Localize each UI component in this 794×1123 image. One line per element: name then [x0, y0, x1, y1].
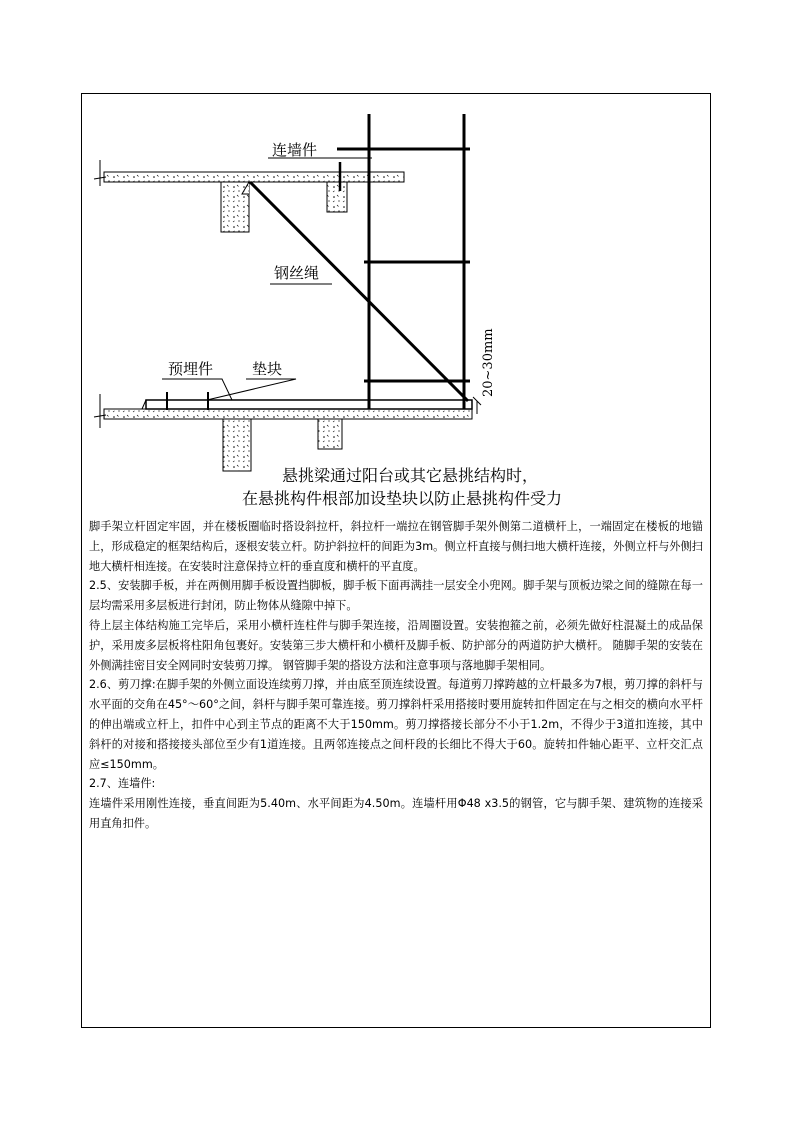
- paragraph-2-6: 2.6、剪刀撑:在脚手架的外侧立面设连续剪刀撑，并由底至顶连续设置。每道剪刀撑跨越的立杆最多为7根，剪刀撑的斜杆与水平面的交角在45°～60°之间，斜杆与脚手架可靠连接。剪刀撑斜杆采用搭接时要用旋转扣件固定在与之相交的横向水平杆的伸出端或立杆上，扣件中心到主节点的距离不大于150mm。剪刀撑搭接长部分不小于1.2m，不得少于3道扣连接，其中斜杆的对接和搭接接头部位至少有1道连接。且两邻连接点之间杆段的长细比不得大于60。旋转扣件轴心距平、立杆交汇点应≤150mm。: [89, 678, 703, 771]
- label-wire-rope: 钢丝绳: [274, 264, 320, 282]
- body-text: [89, 517, 703, 834]
- heading-2-7: 2.7、连墙件:: [89, 777, 156, 791]
- cantilever-beam: [142, 392, 472, 410]
- diagram-drawing: [82, 94, 710, 514]
- cantilever-scaffold-diagram: [82, 94, 710, 514]
- wire-rope: [250, 182, 468, 401]
- label-embedded-part: 预埋件: [168, 360, 214, 378]
- paragraph-wall-tie: 连墙件采用刚性连接，垂直间距为5.40m、水平间距为4.50m。连墙杆用Φ48 x3.5的钢管，它与脚手架、建筑物的连接采用直角扣件。: [89, 797, 703, 830]
- upper-floor-slab: [94, 160, 404, 232]
- diagram-caption-line-1: 悬挑梁通过阳台或其它悬挑结构时，: [281, 466, 538, 485]
- document-frame: [81, 93, 711, 1028]
- paragraph-2-5: 2.5、安装脚手板，并在两侧用脚手板设置挡脚板，脚手板下面再满挂一层安全小兜网。脚手架与顶板边梁之间的缝隙在每一层均需采用多层板进行封闭，防止物体从缝隙中掉下。: [89, 579, 703, 613]
- label-wall-tie: 连墙件: [272, 141, 318, 159]
- label-dimension: 20~30mm: [481, 328, 496, 397]
- paragraph-upper-structure: 待上层主体结构施工完毕后，采用小横杆连柱件与脚手架连接，沿周圈设置。安装抱箍之前，必须先做好柱混凝土的成品保护，采用废多层板将柱阳角包裹好。安装第三步大横杆和小横杆及脚手板、防护部分的两道防护大横杆。 随脚手架的安装在外侧满挂密目安全网同时安装剪刀撑。 钢管脚手架的搭设方法和注意事项与落地脚手架相同。: [89, 618, 703, 672]
- paragraph-scaffold-pole: 脚手架立杆固定牢固，并在楼板圈临时搭设斜拉杆，斜拉杆一端拉在钢管脚手架外侧第二道横杆上，一端固定在楼板的地锚上，形成稳定的框架结构后，逐根安装立杆。防护斜拉杆的间距为3m。侧立杆直接与侧扫地大横杆连接，外侧立杆与外侧扫地大横杆相连接。在安装时注意保持立杆的垂直度和横杆的平直度。: [89, 520, 703, 573]
- label-pad-block: 垫块: [252, 360, 283, 378]
- diagram-caption-line-2: 在悬挑构件根部加设垫块以防止悬挑构件受力: [241, 489, 562, 508]
